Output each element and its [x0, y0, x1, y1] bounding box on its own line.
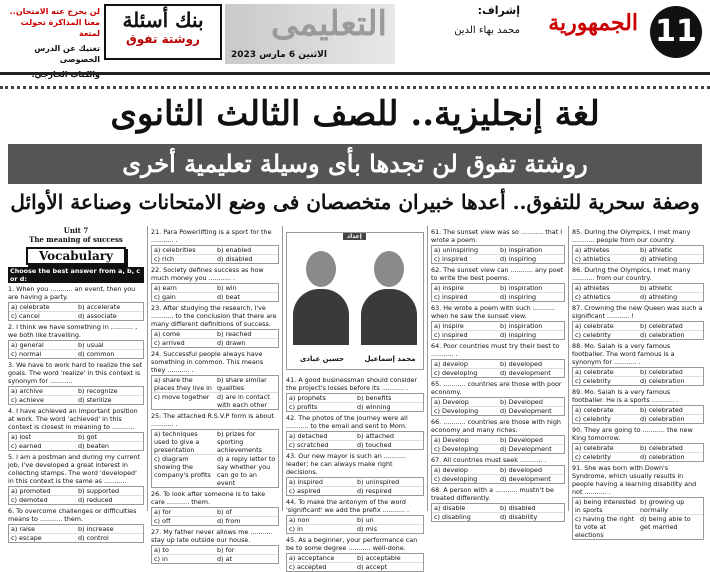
section-banner: [225, 4, 395, 64]
question-text: 61. The sunset view was so ........... that I wrote a poem.: [431, 228, 563, 244]
answer-options: [572, 283, 704, 302]
answer-option: c) Developing: [434, 407, 479, 415]
answer-option: d) Development: [500, 407, 552, 415]
answer-option: c) scratched: [289, 441, 329, 449]
answer-option: d) accept: [357, 563, 388, 571]
answer-option: b) acceptable: [355, 554, 423, 563]
answer-option: c) arrived: [154, 339, 185, 347]
answer-options: [431, 503, 565, 522]
answer-option: b) inspiration: [498, 322, 564, 331]
question-text: 42. The photos of the journey were all ........... to the email and sent to Mom.: [286, 414, 408, 430]
answer-options: [572, 367, 704, 386]
answer-option: a) raise: [9, 525, 76, 534]
answer-option: b) un: [355, 516, 423, 525]
question-text: 86. During the Olympics, I met many ........... from our country.: [572, 266, 691, 282]
answer-option: b) recognize: [76, 387, 143, 396]
question-text: 43. Our new mayor is such an ........... leader; he can always make right decisions.: [286, 452, 407, 476]
author-name-left: حسين عبادى: [299, 355, 345, 363]
answer-option: a) non: [287, 516, 355, 525]
answer-option: b) growing up normally: [638, 498, 703, 515]
answer-option: d) drawn: [217, 339, 246, 347]
answer-option: b) developed: [498, 360, 564, 369]
tagline-2: معنا المذاكرة تحولت لمتعة: [20, 18, 100, 38]
column-5: [572, 226, 704, 539]
answer-options: [151, 545, 279, 564]
question-text: 5. I am a postman and during my current job, I've developed a great interest in collecting stamps. The word 'developed' in this context is the same as ...........: [8, 453, 140, 485]
answer-options: [8, 524, 144, 543]
answer-option: a) being interested in sports: [573, 498, 638, 515]
question-text: 27. My father never allows me ........... stay up late outside our house.: [151, 528, 273, 544]
question-bank-taglines: [4, 6, 100, 80]
column-1: [8, 226, 144, 542]
answer-option: d) reduced: [78, 496, 113, 504]
question-text: 90. They are going to ........... the new King tomorrow.: [572, 426, 693, 442]
answer-options: [572, 245, 704, 264]
answer-options: [8, 486, 144, 505]
answer-option: c) demoted: [11, 496, 48, 504]
headline-bar: روشتة تفوق لن تجدها بأى وسيلة تعليمية أخرى: [8, 144, 702, 184]
answer-option: c) accepted: [289, 563, 327, 571]
answer-option: d) winning: [357, 403, 391, 411]
answer-option: c) having the right to vote at elections: [575, 515, 635, 539]
answer-option: a) inspire: [432, 284, 498, 293]
answer-option: c) celebrity: [575, 377, 611, 385]
question-text: 66. ........... countries are those with high economy and many riches.: [431, 418, 561, 434]
answer-option: a) detached: [287, 432, 355, 441]
answer-option: a) celebrities: [152, 246, 215, 255]
question-text: 25. The attached R.S.V.P form is about ........... .: [151, 412, 274, 428]
answer-options: [431, 321, 565, 340]
answer-options: [286, 431, 424, 450]
answer-option: b) athletic: [638, 284, 703, 293]
answer-option: b) benefits: [355, 394, 423, 403]
answer-option: d) inspiring: [500, 255, 537, 263]
answer-option: c) developing: [434, 475, 478, 483]
question-text: 68. A person with a ........... mustn't be treated differently.: [431, 486, 554, 502]
answer-option: b) celebrated: [638, 406, 703, 415]
answer-option: a) uninspiring: [432, 246, 498, 255]
main-headline: لغة إنجليزية.. للصف الثالث الثانوى: [110, 94, 600, 134]
answer-options: [431, 465, 565, 484]
supervisor-name: محمد بهاء الدين: [454, 25, 520, 36]
answer-options: [572, 443, 704, 462]
question-text: 22. Society defines success as how much money you ........... .: [151, 266, 264, 282]
answer-option: c) achieve: [11, 396, 44, 404]
column-divider: [282, 226, 283, 511]
answer-option: c) normal: [11, 350, 42, 358]
answer-option: b) Developed: [498, 398, 564, 407]
question-text: 63. He wrote a poem with such ........... when he saw the sunset view.: [431, 304, 556, 320]
answer-option: a) inspired: [287, 478, 355, 487]
answer-option: c) move together: [154, 393, 210, 401]
answer-option: c) developing: [434, 369, 478, 377]
answer-option: a) come: [152, 330, 215, 339]
answer-option: a) develop: [432, 360, 498, 369]
question-bank-box: [4, 4, 222, 64]
answer-option: b) win: [215, 284, 278, 293]
column-divider: [147, 226, 148, 511]
question-text: 24. Successful people always have something in common. This means they ........... .: [151, 350, 264, 374]
column-2: [151, 226, 279, 563]
question-text: 2. I think we have something in ........... , we both like travelling.: [8, 323, 138, 339]
answer-option: b) enabled: [215, 246, 278, 255]
answer-option: d) celebration: [640, 453, 685, 461]
answer-option: a) celebrate: [573, 322, 638, 331]
answer-option: a) share the places they live in: [152, 376, 215, 393]
answer-option: b) celebrated: [638, 368, 703, 377]
authors-photo-box: [286, 232, 424, 370]
answer-option: a) general: [9, 341, 76, 350]
answer-option: b) prizes for sporting achievements: [215, 430, 278, 455]
column-4: [431, 226, 565, 521]
answer-option: b) of: [215, 508, 278, 517]
answer-options: [286, 393, 424, 412]
answer-options: [151, 429, 279, 488]
vocabulary-badge: Vocabulary: [26, 247, 126, 265]
answer-option: c) celebrity: [575, 331, 611, 339]
answer-option: a) athletes: [573, 284, 638, 293]
answer-option: c) cancel: [11, 312, 40, 320]
answer-option: c) profits: [289, 403, 318, 411]
answer-option: a) acceptance: [287, 554, 355, 563]
answer-options: [572, 405, 704, 424]
answer-options: [431, 283, 565, 302]
prepared-by-tag: إعداد: [343, 233, 366, 240]
page-number: 11: [650, 6, 702, 58]
answer-option: a) celebrate: [573, 406, 638, 415]
answer-option: b) supported: [76, 487, 143, 496]
answer-option: d) disability: [500, 513, 538, 521]
answer-option: a) celebrate: [573, 444, 638, 453]
answer-option: d) athleting: [640, 255, 678, 263]
issue-date: الاثنين 6 مارس 2023: [231, 50, 327, 60]
supervisor-block: [400, 4, 520, 48]
answer-options: [572, 321, 704, 340]
answer-options: [151, 375, 279, 410]
answer-option: d) a reply letter to say whether you can go to an event: [217, 455, 276, 487]
answer-option: b) reached: [215, 330, 278, 339]
answer-option: c) earned: [11, 442, 42, 450]
answer-option: d) celebration: [640, 415, 685, 423]
answer-option: a) prophets: [287, 394, 355, 403]
instruction-bar: Choose the best answer from a, b, c or d:: [8, 267, 144, 283]
author-photo-left: [289, 245, 353, 345]
answer-option: c) inspired: [434, 255, 468, 263]
answer-option: d) mis: [357, 525, 377, 533]
masthead: [0, 0, 710, 80]
answer-options: [572, 497, 704, 540]
answer-option: b) usual: [76, 341, 143, 350]
answer-option: d) touched: [357, 441, 392, 449]
answer-options: [431, 359, 565, 378]
answer-option: a) athletes: [573, 246, 638, 255]
answer-option: a) develop: [432, 466, 498, 475]
answer-option: a) disable: [432, 504, 498, 513]
answer-option: d) celebration: [640, 377, 685, 385]
answer-option: b) increase: [76, 525, 143, 534]
masthead-rule: [0, 72, 710, 75]
answer-options: [286, 515, 424, 534]
answer-option: b) accelerate: [76, 303, 143, 312]
answer-option: d) inspiring: [500, 293, 537, 301]
dotted-divider: [0, 86, 710, 89]
answer-option: a) techniques used to give a presentation: [152, 430, 215, 455]
answer-options: [431, 245, 565, 264]
answer-option: a) for: [152, 508, 215, 517]
answer-option: a) promoted: [9, 487, 76, 496]
author-name-right: محمد إسماعيل: [364, 355, 416, 363]
question-text: 1. When you ........... an event, then you are having a party.: [8, 285, 136, 301]
answer-option: c) in: [289, 525, 303, 533]
answer-option: c) celebrity: [575, 415, 611, 423]
answer-option: c) diagram showing the company's profits: [154, 455, 211, 479]
question-bank-title: بنك أسئلة: [122, 8, 204, 32]
question-text: 62. The sunset view can ........... any poet to write the best poems.: [431, 266, 564, 282]
answer-option: d) development: [500, 475, 551, 483]
answer-option: b) disabled: [498, 504, 564, 513]
answer-options: [431, 435, 565, 454]
answer-option: d) inspiring: [500, 331, 537, 339]
author-photo-right: [357, 245, 421, 345]
question-text: 64. Poor countries must try their best to ........... .: [431, 342, 560, 358]
answer-options: [8, 302, 144, 321]
answer-options: [286, 477, 424, 496]
answer-option: c) athletics: [575, 255, 611, 263]
question-bank-logo: [104, 4, 222, 60]
answer-option: b) for: [215, 546, 278, 555]
question-text: 41. A good businessman should consider the project's losses before its ........... .: [286, 376, 418, 392]
tagline-3: تغنيك عن الدرس الخصوصى: [34, 44, 100, 64]
answer-options: [151, 507, 279, 526]
answer-option: d) are in contact with each other: [217, 393, 270, 409]
answer-option: c) inspired: [434, 331, 468, 339]
answer-option: c) aspired: [289, 487, 321, 495]
answer-option: c) disabling: [434, 513, 471, 521]
column-divider: [568, 226, 569, 511]
answer-option: b) developed: [498, 466, 564, 475]
answer-options: [286, 553, 424, 572]
question-text: 21. Para Powerlifting is a sport for the ........... .: [151, 228, 272, 244]
sub-headline: وصفة سحرية للتفوق.. أعدها خبيران متخصصان فى وضع الامتحانات وصناعة الأوائل: [10, 190, 700, 214]
answer-option: d) being able to get married: [640, 515, 691, 531]
question-text: 23. After studying the research, I've ........... to the conclusion that there are many different definitions of success.: [151, 304, 277, 328]
answer-option: b) attached: [355, 432, 423, 441]
answer-options: [8, 386, 144, 405]
answer-option: c) rich: [154, 255, 175, 263]
answer-option: a) celebrate: [9, 303, 76, 312]
answer-option: a) archive: [9, 387, 76, 396]
answer-option: d) Development: [500, 445, 552, 453]
answer-option: d) associate: [78, 312, 117, 320]
question-text: 87. Crowning the new Queen was such a significant ........... !: [572, 304, 703, 320]
answer-option: b) got: [76, 433, 143, 442]
answer-option: a) Develop: [432, 398, 498, 407]
answer-option: b) inspiration: [498, 246, 564, 255]
answer-options: [151, 283, 279, 302]
answer-option: d) at: [217, 555, 233, 563]
answer-option: d) beat: [217, 293, 240, 301]
answer-option: b) uninspired: [355, 478, 423, 487]
answer-option: c) in: [154, 555, 168, 563]
answer-options: [8, 432, 144, 451]
question-text: 85. During the Olympics, I met many ........... people from our country.: [572, 228, 691, 244]
answer-options: [151, 245, 279, 264]
answer-option: c) off: [154, 517, 171, 525]
answer-option: d) development: [500, 369, 551, 377]
answer-option: a) earn: [152, 284, 215, 293]
answer-option: c) celebrity: [575, 453, 611, 461]
answer-option: d) respired: [357, 487, 392, 495]
unit-title: The meaning of success: [29, 235, 123, 244]
answer-options: [8, 340, 144, 359]
answer-options: [151, 329, 279, 348]
supervisor-label: إشراف:: [477, 4, 520, 17]
answer-option: a) celebrate: [573, 368, 638, 377]
section-title: التعليمى: [271, 4, 387, 44]
answer-option: d) common: [78, 350, 115, 358]
unit-number: Unit 7: [63, 226, 89, 235]
question-text: 3. We have to work hard to realize the set goals. The word 'realize' in this context is synonym for ...........: [8, 361, 143, 385]
question-text: 6. To overcome challenges or difficulties means to ........... them.: [8, 507, 137, 523]
answer-option: d) athleting: [640, 293, 678, 301]
answer-option: d) from: [217, 517, 241, 525]
question-text: 45. As a beginner, your performance can be to some degree ........... well-done.: [286, 536, 418, 552]
answer-option: a) inspire: [432, 322, 498, 331]
answer-option: c) inspired: [434, 293, 468, 301]
answer-option: c) Developing: [434, 445, 479, 453]
answer-option: c) escape: [11, 534, 42, 542]
answer-option: a) to: [152, 546, 215, 555]
answer-option: c) athletics: [575, 293, 611, 301]
answer-options: [431, 397, 565, 416]
answer-option: d) disabled: [217, 255, 253, 263]
answer-option: b) inspiration: [498, 284, 564, 293]
question-text: 44. To make the antonym of the word 'significant' we add the prefix ........... .: [286, 498, 410, 514]
answer-option: b) share similar qualities: [215, 376, 278, 393]
question-text: 67. All countries must seek ........... .: [431, 456, 547, 464]
answer-option: b) celebrated: [638, 444, 703, 453]
question-text: 89. Mo. Salah is a very famous footballer. He is a sports ........... .: [572, 388, 679, 404]
answer-option: b) athletic: [638, 246, 703, 255]
column-3: [286, 374, 424, 571]
question-text: 4. I have achieved an important position at work. The word 'achieved' in this context is closest in meaning to ...........: [8, 407, 138, 431]
question-text: 91. She was born with Down's Syndrome, which usually results in people having a learning disability and not ........... .: [572, 464, 697, 496]
question-bank-subtitle: روشتة تفوق: [126, 32, 200, 46]
newspaper-logo: الجمهورية: [548, 10, 638, 36]
answer-option: c) gain: [154, 293, 176, 301]
answer-option: d) beaten: [78, 442, 109, 450]
answer-option: a) lost: [9, 433, 76, 442]
question-text: 88. Mo. Salah is a very famous footballer. The word famous is a synonym for ........... .: [572, 342, 675, 366]
question-text: 26. To look after someone is to take care ........... them.: [151, 490, 266, 506]
answer-option: b) celebrated: [638, 322, 703, 331]
column-divider: [427, 226, 428, 511]
answer-option: d) celebration: [640, 331, 685, 339]
tagline-1: لن يخرج عنه الامتحان..: [9, 7, 100, 16]
question-text: 65. ........... countries are those with poor economy.: [431, 380, 562, 396]
answer-option: d) control: [78, 534, 109, 542]
answer-option: d) sterilize: [78, 396, 112, 404]
answer-option: b) Developed: [498, 436, 564, 445]
answer-option: a) Develop: [432, 436, 498, 445]
